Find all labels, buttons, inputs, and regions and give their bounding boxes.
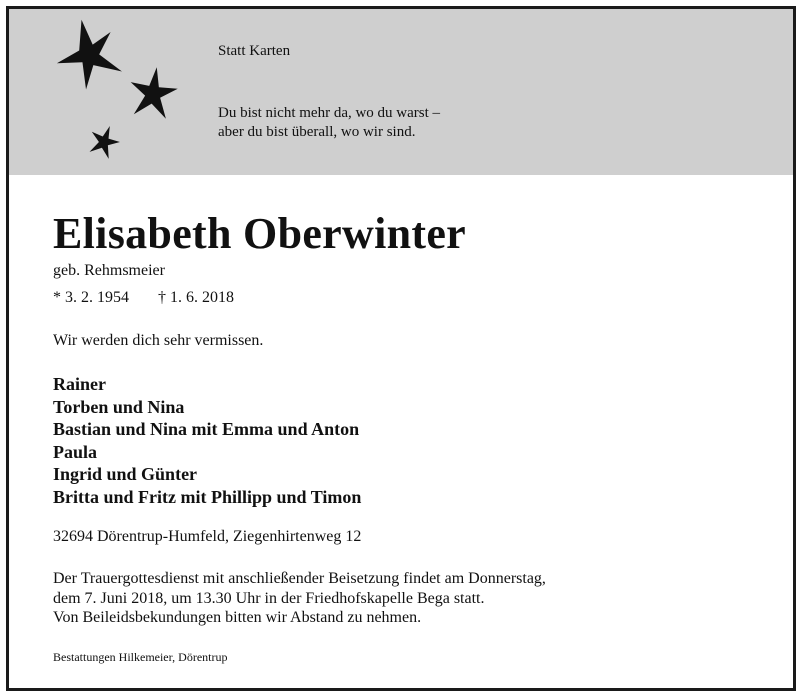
- mourner-entry: Torben und Nina: [53, 396, 185, 417]
- quote-line: aber du bist überall, wo wir sind.: [218, 124, 416, 140]
- star-icon: [53, 19, 125, 91]
- death-date: † 1. 6. 2018: [158, 289, 234, 306]
- service-line: dem 7. Juni 2018, um 13.30 Uhr in der Friedhofskapelle Bega statt.: [53, 589, 485, 607]
- star-icon: [126, 67, 180, 121]
- life-dates: [53, 289, 234, 307]
- birth-name: geb. Rehmsmeier: [53, 262, 165, 279]
- statt-karten-label: Statt Karten: [218, 43, 291, 59]
- star-icon: [87, 125, 121, 159]
- header-banner: [9, 9, 793, 175]
- memorial-quote: [218, 104, 440, 142]
- deceased-name: Elisabeth Oberwinter: [53, 209, 466, 258]
- mourner-entry: Ingrid und Günter: [53, 464, 198, 484]
- undertaker-credit: Bestattungen Hilkemeier, Dörentrup: [53, 650, 228, 664]
- farewell-message: Wir werden dich sehr vermissen.: [53, 332, 264, 349]
- service-line: Der Trauergottesdienst mit anschließender Beisetzung findet am Donnerstag,: [53, 570, 546, 587]
- mourner-entry: Paula: [53, 441, 98, 462]
- mourners-list: [53, 373, 361, 508]
- family-address: 32694 Dörentrup-Humfeld, Ziegenhirtenweg 12: [53, 528, 362, 545]
- service-line: Von Beileidsbekundungen bitten wir Abstand zu nehmen.: [53, 609, 422, 626]
- quote-line: Du bist nicht mehr da, wo du warst –: [218, 105, 441, 121]
- mourner-entry: Bastian und Nina mit Emma und Anton: [53, 419, 360, 439]
- obituary-notice: [6, 6, 796, 691]
- funeral-service-info: [53, 569, 546, 628]
- mourner-entry: Rainer: [53, 374, 106, 394]
- mourner-entry: Britta und Fritz mit Phillipp und Timon: [53, 486, 362, 507]
- birth-date: * 3. 2. 1954: [53, 289, 129, 306]
